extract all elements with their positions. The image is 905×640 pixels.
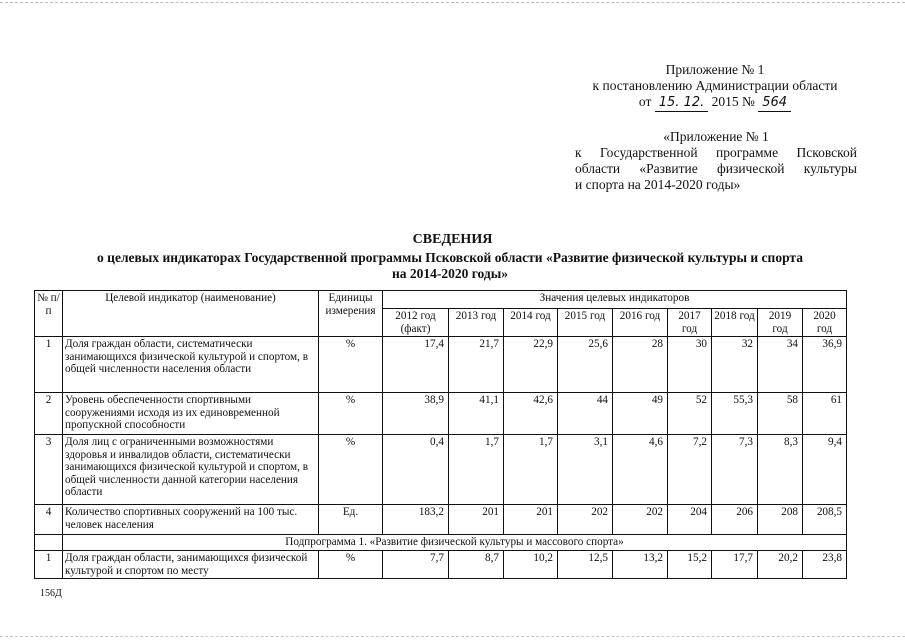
table-row: [35, 393, 847, 435]
row-value: 41,1: [449, 393, 504, 435]
subprogram-title: Подпрограмма 1. «Развитие физической культуры и массового спорта»: [63, 535, 847, 551]
indicators-table: [34, 290, 847, 579]
row-value: 204: [668, 505, 712, 535]
row-value: 42,6: [504, 393, 558, 435]
program-appendix-quote: [575, 129, 857, 193]
row-value: 12,5: [558, 551, 613, 579]
row-value: 34: [758, 337, 803, 393]
row-unit: %: [319, 337, 383, 393]
row-value: 21,7: [449, 337, 504, 393]
quote-line-2: к Государственной программе Псковской: [575, 145, 857, 160]
appendix-date-line: [575, 94, 855, 112]
row-unit: %: [319, 435, 383, 505]
year-cell: 2018 год: [712, 309, 758, 337]
header-unit: Единицы измерения: [319, 291, 383, 337]
row-value: 201: [504, 505, 558, 535]
row-indicator-name: Количество спортивных сооружений на 100 тыс. человек населения: [63, 505, 319, 535]
row-value: 1,7: [449, 435, 504, 505]
subtitle-line-2: на 2014-2020 годы»: [391, 266, 509, 281]
row-value: 58: [758, 393, 803, 435]
row-unit: Ед.: [319, 505, 383, 535]
year-cell: 2013 год: [449, 309, 504, 337]
row-value: 52: [668, 393, 712, 435]
row-value: 17,4: [383, 337, 449, 393]
row-value: 61: [803, 393, 847, 435]
row-value: 30: [668, 337, 712, 393]
row-indicator-name: Уровень обеспеченности спортивными сооружениями исходя из их единовременной пропускной способности: [63, 393, 319, 435]
year-cell: 2015 год: [558, 309, 613, 337]
document-subtitle: [40, 250, 860, 282]
row-value: 202: [613, 505, 668, 535]
row-indicator-name: Доля граждан области, систематически занимающихся физической культурой и спортом, в общей численности населения области: [63, 337, 319, 393]
table-header-row: [35, 291, 847, 309]
year-and-number-label: 2015 №: [711, 94, 755, 109]
row-value: 10,2: [504, 551, 558, 579]
document-title: СВЕДЕНИЯ: [412, 232, 493, 247]
quote-line-4: и спорта на 2014-2020 годы»: [575, 177, 741, 192]
scan-edge-top: [0, 2, 905, 3]
year-cell: 2017 год: [668, 309, 712, 337]
row-value: 23,8: [803, 551, 847, 579]
row-value: 9,4: [803, 435, 847, 505]
row-value: 208: [758, 505, 803, 535]
row-value: 183,2: [383, 505, 449, 535]
table-row: [35, 551, 847, 579]
row-num: 2: [35, 393, 63, 435]
row-value: 4,6: [613, 435, 668, 505]
row-value: 49: [613, 393, 668, 435]
row-value: 8,3: [758, 435, 803, 505]
row-value: 202: [558, 505, 613, 535]
row-num: 1: [35, 551, 63, 579]
date-prefix: от: [638, 94, 652, 109]
row-value: 201: [449, 505, 504, 535]
year-cell: 2019 год: [758, 309, 803, 337]
row-num: 4: [35, 505, 63, 535]
row-value: 20,2: [758, 551, 803, 579]
row-value: 208,5: [803, 505, 847, 535]
row-value: 28: [613, 337, 668, 393]
appendix-header: [575, 62, 855, 112]
row-value: 7,7: [383, 551, 449, 579]
row-unit: %: [319, 551, 383, 579]
quote-line-1: «Приложение № 1: [663, 129, 769, 144]
row-value: 22,9: [504, 337, 558, 393]
row-num: 1: [35, 337, 63, 393]
handwritten-date: 15. 12.: [655, 95, 708, 112]
row-value: 17,7: [712, 551, 758, 579]
page-footer-code: 156Д: [40, 588, 62, 599]
row-value: 3,1: [558, 435, 613, 505]
year-cell: 2012 год (факт): [383, 309, 449, 337]
row-value: 15,2: [668, 551, 712, 579]
year-cell: 2014 год: [504, 309, 558, 337]
row-value: 25,6: [558, 337, 613, 393]
row-indicator-name: Доля лиц с ограниченными возможностями здоровья и инвалидов области, систематически занимающихся физической культурой и спортом, в общей численности данной категории населения области: [63, 435, 319, 505]
appendix-resolution-line: к постановлению Администрации области: [592, 78, 838, 93]
row-value: 13,2: [613, 551, 668, 579]
table-row: [35, 337, 847, 393]
row-value: 55,3: [712, 393, 758, 435]
scan-edge-bottom: [0, 636, 905, 637]
handwritten-number: 564: [758, 95, 791, 112]
row-value: 1,7: [504, 435, 558, 505]
table-row: [35, 505, 847, 535]
row-value: 206: [712, 505, 758, 535]
row-value: 36,9: [803, 337, 847, 393]
row-value: 8,7: [449, 551, 504, 579]
header-num: № п/п: [35, 291, 63, 337]
subprogram-row: [35, 535, 847, 551]
row-value: 0,4: [383, 435, 449, 505]
row-value: 7,2: [668, 435, 712, 505]
year-cell: 2016 год: [613, 309, 668, 337]
header-values-group: Значения целевых индикаторов: [383, 291, 847, 309]
year-cell: 2020 год: [803, 309, 847, 337]
row-value: 44: [558, 393, 613, 435]
row-indicator-name: Доля граждан области, занимающихся физической культурой и спортом по месту: [63, 551, 319, 579]
row-unit: %: [319, 393, 383, 435]
table-row: [35, 435, 847, 505]
subtitle-line-1: о целевых индикаторах Государственной программы Псковской области «Развитие физической культуры и спорта: [97, 250, 803, 265]
row-value: 32: [712, 337, 758, 393]
row-value: 7,3: [712, 435, 758, 505]
quote-line-3: области «Развитие физической культуры: [575, 161, 857, 176]
row-num: 3: [35, 435, 63, 505]
header-name: Целевой индикатор (наименование): [63, 291, 319, 337]
subprogram-num-cell: [35, 535, 63, 551]
row-value: 38,9: [383, 393, 449, 435]
appendix-title: Приложение № 1: [665, 62, 765, 77]
